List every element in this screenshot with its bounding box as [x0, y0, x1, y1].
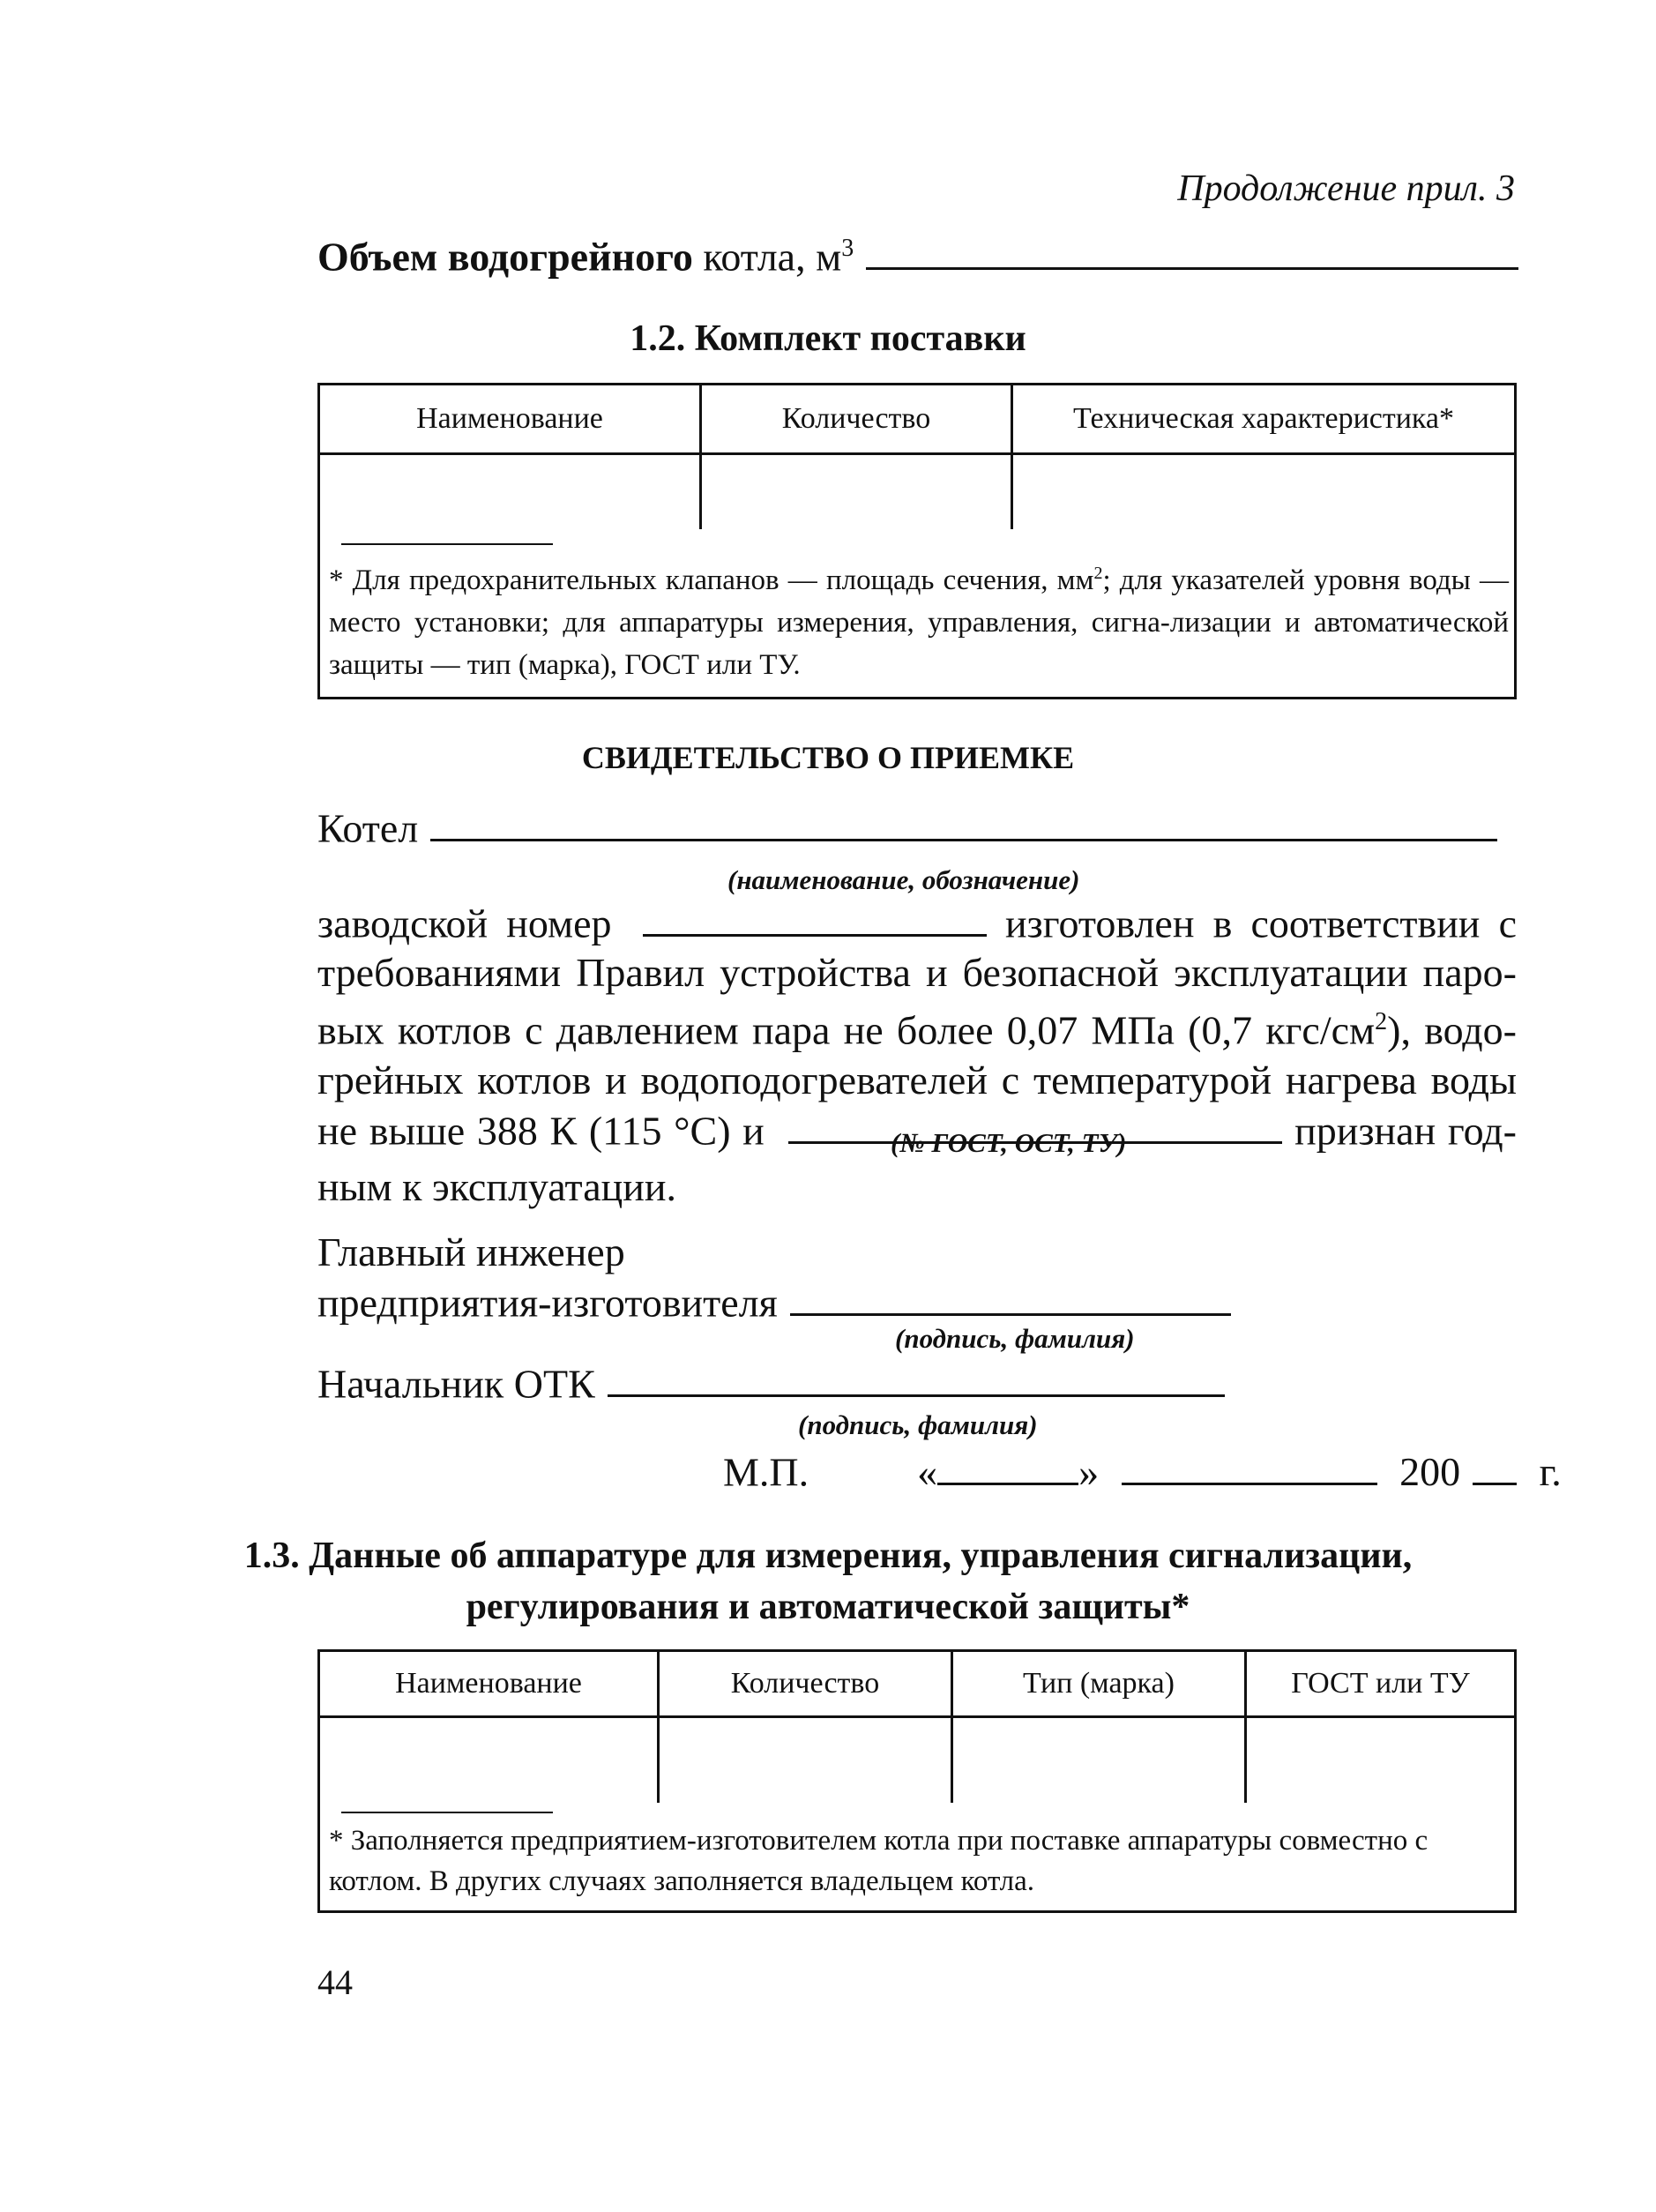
boiler-volume-field [317, 231, 1517, 280]
column-header-tech-spec: Техническая характеристика* [1012, 385, 1516, 454]
column-header-quantity: Количество [701, 385, 1012, 454]
cell-name[interactable] [319, 1717, 659, 1804]
column-header-quantity: Количество [659, 1651, 952, 1717]
otk-field [317, 1358, 1225, 1409]
cell-name[interactable] [319, 454, 701, 530]
column-header-name: Наименование [319, 1651, 659, 1717]
table-footnote [319, 1803, 1516, 1912]
quote-close: » [1078, 1449, 1100, 1495]
footnote-rule [341, 543, 553, 545]
volume-unit-sup: 3 [841, 235, 854, 263]
footnote-text: * Для предохранительных клапанов — площадь сечения, $мм^2$; для указателей уровня воды — место установки; для аппаратуры измерения, управления, сигна-лизации и автоматической защиты — тип (марка), ГОСТ или ТУ. [329, 564, 1509, 681]
chief-engineer-label-2: предприятия-изготовителя [317, 1280, 778, 1326]
cell-quantity[interactable] [659, 1717, 952, 1804]
cert-line-1: заводской номер изготовлен в соответствии с [317, 898, 1517, 948]
signature-caption-1: (подпись, фамилия) [895, 1323, 1135, 1354]
section-1-3-title [0, 1530, 1656, 1633]
cert-line-2: требованиями Правил устройства и безопасной эксплуатации паро- [317, 950, 1517, 996]
volume-label: котла, м [692, 234, 842, 280]
section-1-3-title-line-2: регулирования и автоматической защиты* [466, 1587, 1190, 1627]
cert-line-4: грейных котлов и водоподогревателей с температурой нагрева воды [317, 1057, 1517, 1102]
column-header-name: Наименование [319, 385, 701, 454]
volume-input-line[interactable] [866, 231, 1518, 270]
cell-tech-spec[interactable] [1012, 454, 1516, 530]
stamp-date-line [723, 1446, 1562, 1497]
cell-quantity[interactable] [701, 454, 1012, 530]
table-footnote [319, 529, 1516, 699]
cert-line-3: вых котлов с давлением пара не более 0,07 МПа (0,7 кгс/$см^2$), водо- [317, 1007, 1517, 1053]
page-number: 44 [317, 1962, 353, 2002]
year-suffix: г. [1539, 1449, 1562, 1495]
gost-caption: (№ ГОСТ, ОСТ, ТУ) [891, 1127, 1127, 1158]
continuation-note: Продолжение прил. 3 [1177, 168, 1515, 209]
year-prefix: 200 [1399, 1449, 1461, 1495]
cell-type[interactable] [952, 1717, 1246, 1804]
volume-label-bold: Объем водогрейного [317, 234, 693, 280]
day-input-line[interactable] [937, 1446, 1078, 1485]
stamp-label: М.П. [723, 1449, 809, 1495]
otk-label: Начальник ОТК [317, 1361, 595, 1407]
month-input-line[interactable] [1122, 1446, 1377, 1485]
footnote-text: * Заполняется предприятием-изготовителем котла при поставке аппаратуры совместно с котлом. В других случаях заполняется владельцем котла. [329, 1825, 1428, 1897]
column-header-type: Тип (марка) [952, 1651, 1246, 1717]
cell-standard[interactable] [1246, 1717, 1516, 1804]
section-1-2-title: 1.2. Комплект поставки [630, 318, 1026, 359]
chief-engineer-signature-line[interactable] [790, 1277, 1231, 1316]
quote-open: « [917, 1449, 938, 1495]
boiler-label: Котел [317, 805, 419, 851]
column-header-standard: ГОСТ или ТУ [1246, 1651, 1516, 1717]
chief-engineer-field [317, 1228, 1517, 1327]
section-1-3-title-line-1: 1.3. Данные об аппаратуре для измерения, управления сигнализации, [243, 1536, 1413, 1576]
year-input-line[interactable] [1473, 1446, 1517, 1485]
cert-line-6: ным к эксплуатации. [317, 1164, 676, 1209]
boiler-input-line[interactable] [430, 803, 1497, 841]
footnote-rule [341, 1812, 553, 1813]
serial-number-input[interactable] [643, 898, 987, 937]
otk-signature-line[interactable] [608, 1358, 1225, 1397]
delivery-set-table [317, 383, 1517, 699]
certificate-paragraph [317, 898, 1517, 1155]
chief-engineer-label-1: Главный инженер [317, 1229, 625, 1274]
boiler-caption: (наименование, обозначение) [727, 864, 1080, 895]
certificate-title: СВИДЕТЕЛЬСТВО О ПРИЕМКЕ [581, 740, 1075, 775]
instrumentation-table [317, 1649, 1517, 1913]
boiler-field [317, 803, 1517, 853]
signature-caption-2: (подпись, фамилия) [798, 1409, 1038, 1440]
cert-line-5: не выше 388 К (115 °С) и признан год- [317, 1105, 1517, 1155]
